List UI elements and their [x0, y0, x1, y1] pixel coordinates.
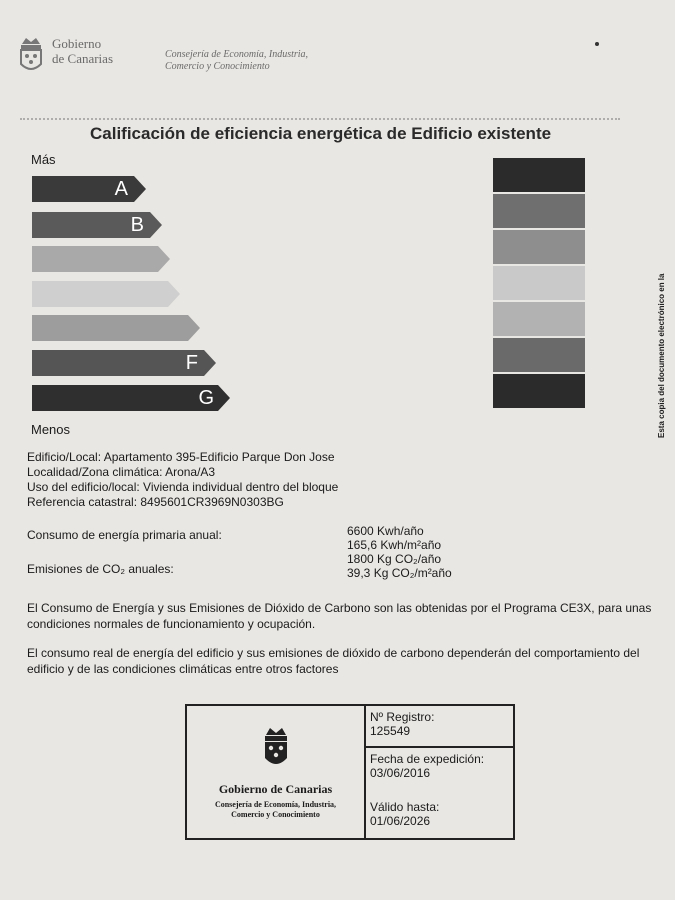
- stamp-dept-line2: Comercio y Conocimiento: [231, 810, 320, 819]
- fecha-cell: [364, 748, 513, 796]
- speck: [595, 42, 599, 46]
- side-block: [493, 338, 585, 372]
- consumo-label: Consumo de energía primaria anual:: [27, 528, 222, 542]
- valido-value: 01/06/2026: [370, 814, 431, 828]
- stamp-details: [364, 706, 513, 838]
- valido-label: Válido hasta:: [370, 800, 440, 814]
- vertical-note: [657, 108, 671, 438]
- dept-line2: Comercio y Conocimiento: [165, 61, 270, 72]
- building-info: [27, 450, 338, 510]
- emisiones-value2: 39,3 Kg CO₂/m²año: [347, 566, 452, 580]
- rating-arrow: [32, 212, 164, 238]
- rating-bar-a: [32, 176, 148, 202]
- info-uso: Uso del edificio/local: Vivienda individual dentro del bloque: [27, 480, 339, 494]
- side-block: [493, 266, 585, 300]
- rating-letter: A: [114, 178, 128, 200]
- coat-of-arms-icon: [261, 726, 291, 772]
- rating-bar-g: [32, 385, 234, 411]
- energy-values: [347, 524, 452, 580]
- side-block: [493, 230, 585, 264]
- side-block: [493, 302, 585, 336]
- consumo-value1: 6600 Kwh/año: [347, 524, 424, 538]
- scale-top-label: Más: [31, 152, 56, 167]
- emisiones-value1: 1800 Kg CO₂/año: [347, 552, 442, 566]
- dept-line1: Consejería de Economía, Industria,: [165, 49, 309, 60]
- stamp-emblem: [187, 706, 366, 838]
- registro-label: Nº Registro:: [370, 710, 435, 724]
- rating-side-blocks: [493, 158, 585, 410]
- header-logo: [18, 36, 113, 76]
- rating-arrow: [32, 176, 148, 202]
- page-title: Calificación de eficiencia energética de Edificio existente: [90, 124, 552, 143]
- vertical-note-text: Esta copia del documento electrónico en la: [657, 273, 666, 438]
- rating-letter: F: [185, 352, 198, 374]
- rating-letter: [138, 248, 152, 271]
- rating-letter: [148, 283, 162, 306]
- side-block: [493, 374, 585, 408]
- registro-value: 125549: [370, 724, 411, 738]
- rating-bar-f: [32, 350, 218, 376]
- side-block: [493, 158, 585, 192]
- rating-letter: G: [198, 387, 214, 409]
- fecha-label: Fecha de expedición:: [370, 752, 485, 766]
- registro-cell: [364, 706, 513, 748]
- stamp-gov: Gobierno de Canarias: [218, 782, 333, 796]
- stamp-dept: [187, 800, 364, 820]
- rating-bar-c: [32, 246, 172, 272]
- valido-cell: [364, 796, 513, 838]
- rating-bar-e: [32, 315, 204, 341]
- side-block: [493, 194, 585, 228]
- rating-letter: [171, 317, 184, 340]
- paragraph-program: El Consumo de Energía y sus Emisiones de Dióxido de Carbono son las obtenidas por el Programa CE3X, para unas condiciones normales de funcionamiento y ocupación.: [27, 601, 652, 631]
- scale-bottom-label: Menos: [31, 422, 71, 437]
- logo-line2: de Canarias: [52, 51, 114, 66]
- registration-box: [185, 704, 515, 840]
- header-department: [165, 49, 308, 73]
- consumo-value2: 165,6 Kwh/m²año: [347, 538, 442, 552]
- logo-line1: Gobierno: [52, 36, 102, 51]
- rating-letter: B: [130, 214, 144, 236]
- coat-of-arms-icon: [18, 36, 44, 76]
- emisiones-label: Emisiones de CO₂ anuales:: [27, 562, 174, 576]
- info-referencia: Referencia catastral: 8495601CR3969N0303BG: [27, 495, 284, 509]
- fecha-value: 03/06/2016: [370, 766, 431, 780]
- rating-bar-d: [32, 281, 182, 307]
- stamp-dept-line1: Consejería de Economía, Industria,: [214, 800, 337, 809]
- info-localidad: Localidad/Zona climática: Arona/A3: [27, 465, 216, 479]
- rating-bar-b: [32, 212, 164, 238]
- info-edificio: Edificio/Local: Apartamento 395-Edificio Parque Don Jose: [27, 450, 335, 464]
- paragraph-real-consumption: El consumo real de energía del edificio y sus emisiones de dióxido de carbono dependerán del comportamiento del edificio y de las condiciones climáticas entre otros factores: [27, 646, 640, 676]
